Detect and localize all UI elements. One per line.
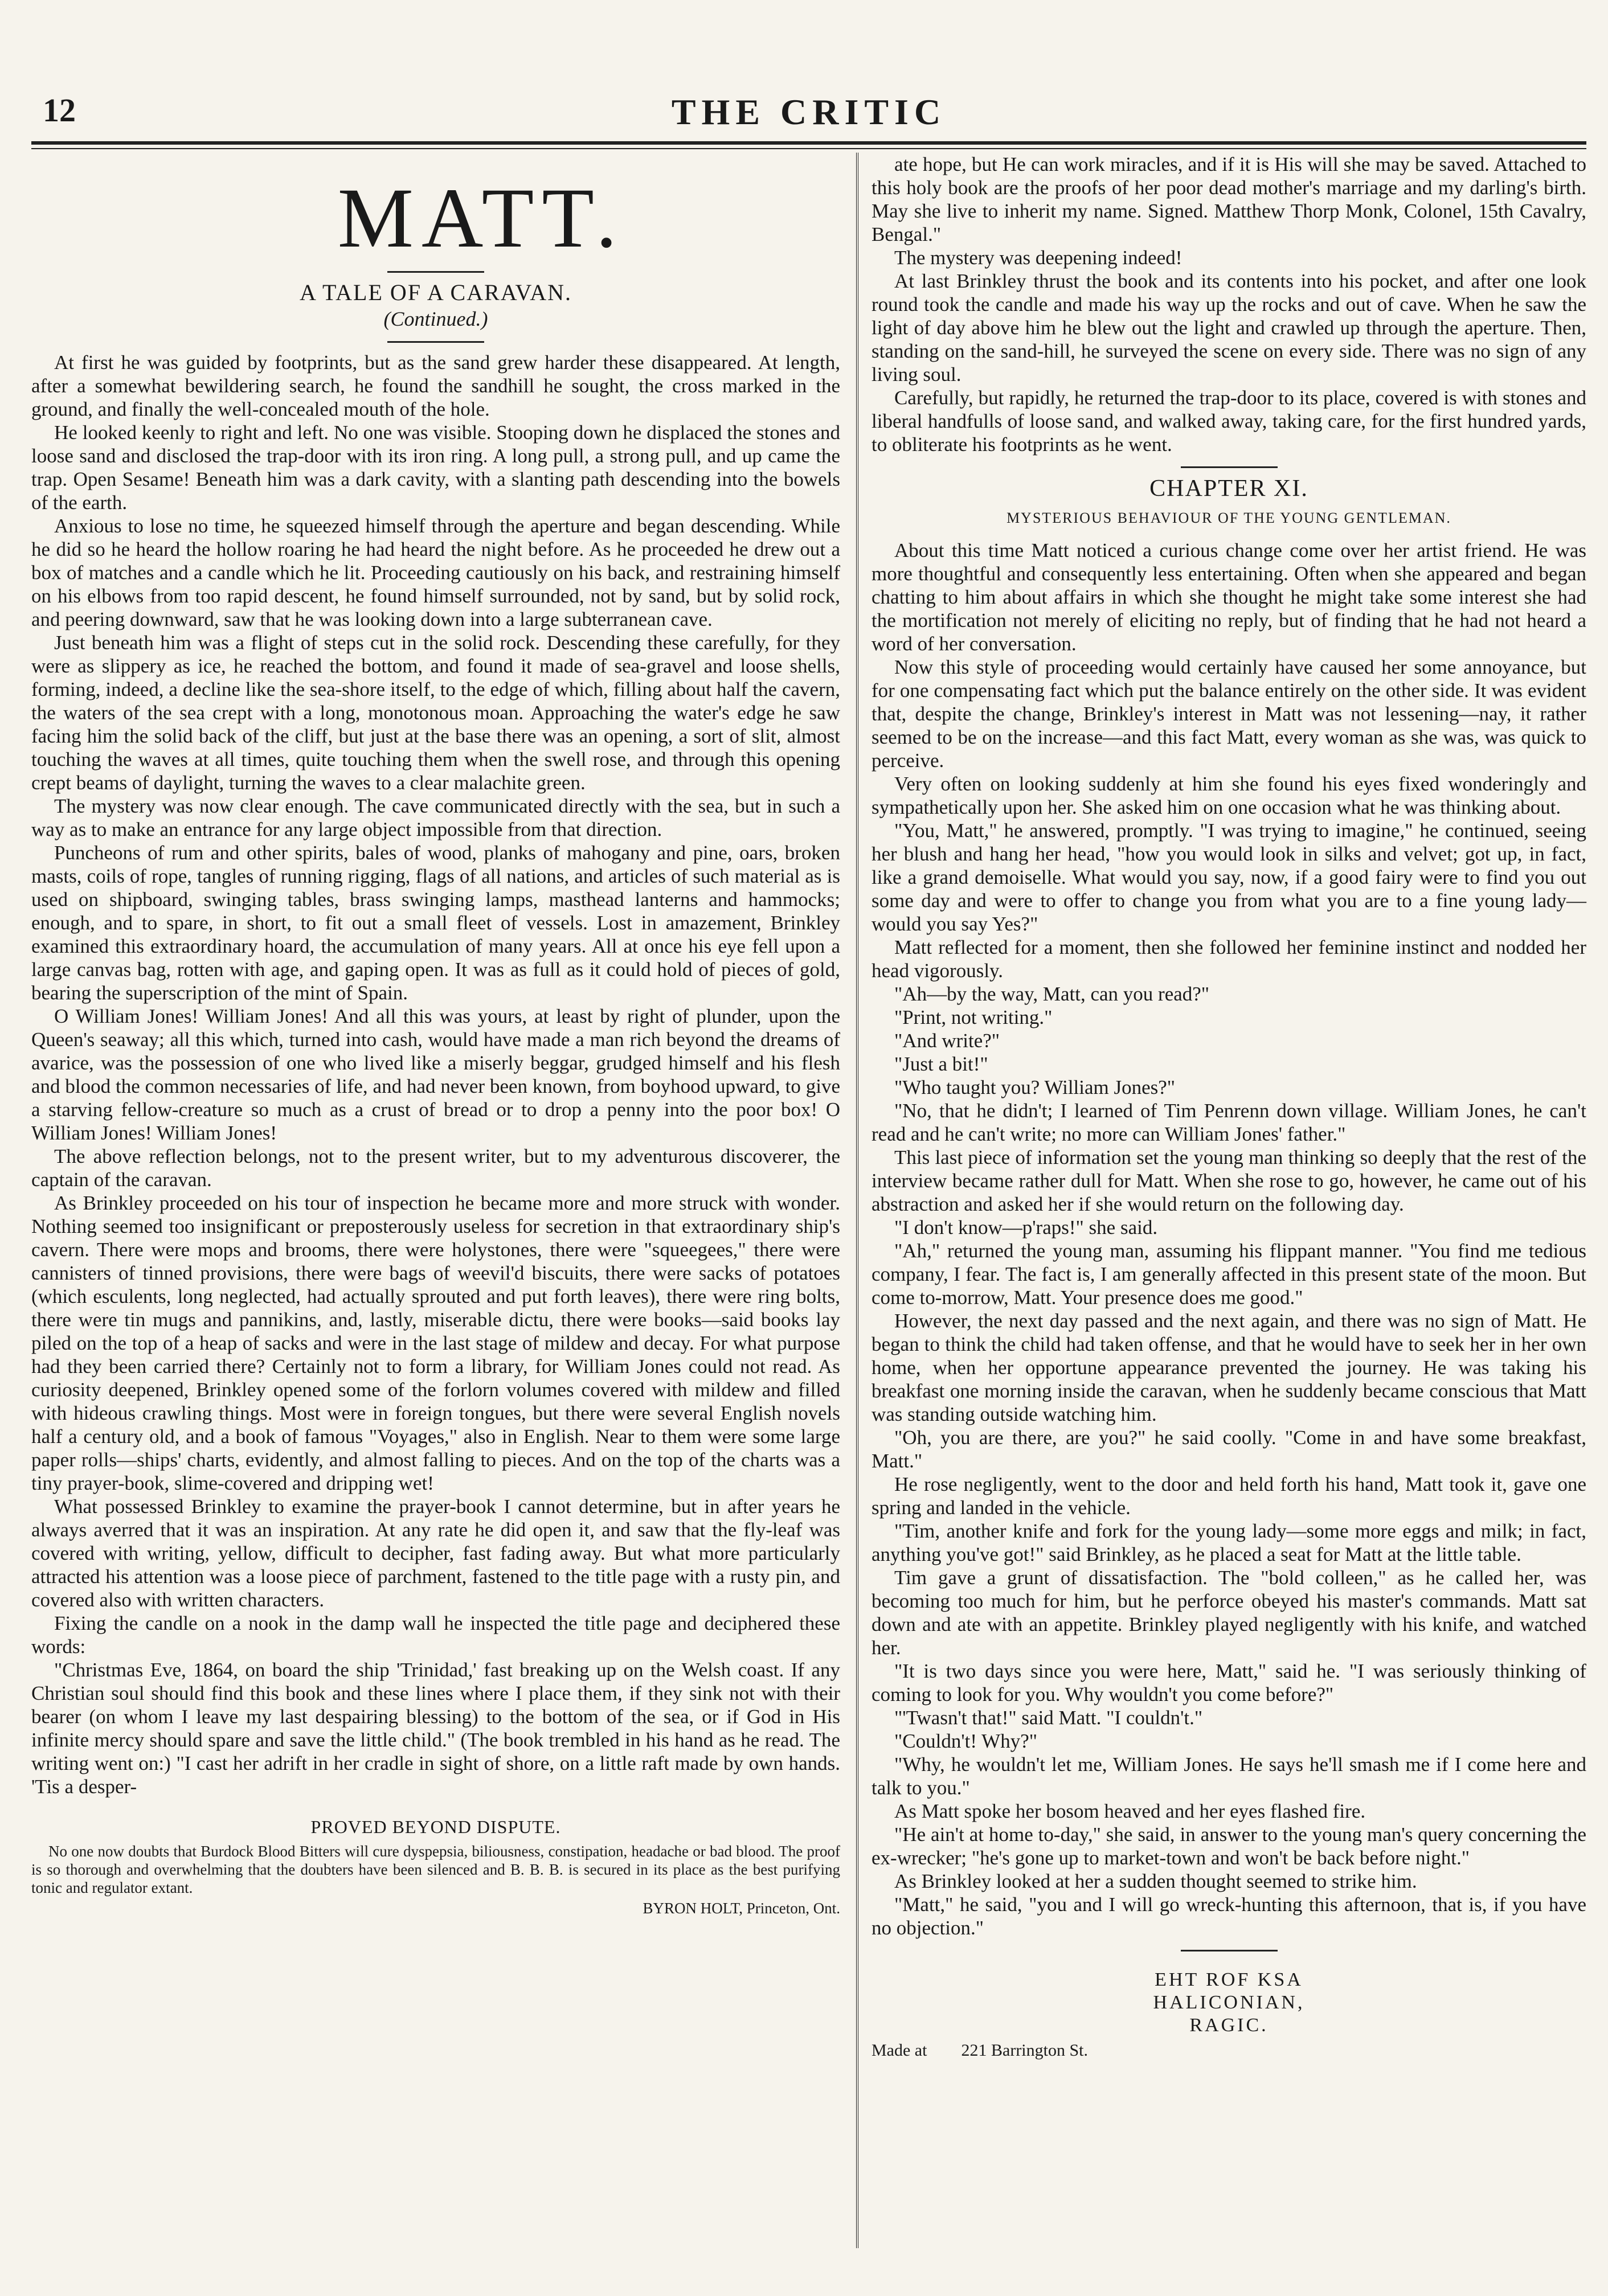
story-paragraph: Just beneath him was a flight of steps cut in the solid rock. Descending these carefully, for they were as slippery as ice, he reached the bottom, and found it made of sea-gravel and loose shells, forming, indeed, a decline like the sea-shore itself, to the edge of which, filling about half the cavern, the waters of the sea crept with a long, monotonous moan. Approaching the water's edge he saw facing him the solid back of the cliff, but just at the base there was an opening, a sort of slit, almost touching the waves at all times, quite touching them when the swell rose, and through this opening crept beams of daylight, turning the waves to a clear malachite green. bbox=[31, 632, 840, 794]
chapter-paragraph: He rose negligently, went to the door and held forth his hand, Matt took it, gave one spring and landed in the vehicle. bbox=[871, 1473, 1586, 1519]
page-header bbox=[31, 91, 1586, 137]
chapter-paragraph: However, the next day passed and the next again, and there was no sign of Matt. He began to think the child had taken offense, and that he would have to seek her in her own home, when her opportune appearance prevented the journey. He was taking his breakfast one morning inside the caravan, when he suddenly became conscious that Matt was standing outside watching him. bbox=[871, 1310, 1586, 1425]
chapter-paragraph: "Who taught you? William Jones?" bbox=[894, 1076, 1176, 1098]
chapter-paragraph: "Couldn't! Why?" bbox=[894, 1730, 1038, 1752]
rebus-address: 221 Barrington St. bbox=[961, 2041, 1088, 2060]
chapter-paragraph: Very often on looking suddenly at him she found his eyes fixed wonderingly and sympathetically upon her. She asked him on one occasion what he was thinking about. bbox=[871, 773, 1586, 818]
made-at-label: Made at bbox=[871, 2041, 927, 2060]
chapter-paragraph: "Just a bit!" bbox=[894, 1053, 988, 1075]
masthead: THE CRITIC bbox=[671, 92, 947, 132]
chapter-paragraph: "Print, not writing." bbox=[894, 1006, 1053, 1028]
story-paragraph: The above reflection belongs, not to the present writer, but to my adventurous discoverer, the captain of the caravan. bbox=[31, 1145, 840, 1191]
chapter-paragraph: "Oh, you are there, are you?" he said coolly. "Come in and have some breakfast, Matt." bbox=[871, 1426, 1586, 1472]
story-paragraph: At first he was guided by footprints, but as the sand grew harder these disappeared. At length, after a somewhat bewildering search, he found the sandhill he sought, the cross marked in the ground, and finally the well-concealed mouth of the hole. bbox=[31, 351, 840, 420]
story-paragraph: He looked keenly to right and left. No one was visible. Stooping down he displaced the stones and loose sand and disclosed the trap-door with its iron ring. A long pull, a strong pull, and up came the trap. Open Sesame! Beneath him was a dark cavity, with a slanting path descending into the bowels of the earth. bbox=[31, 421, 840, 514]
page-number: 12 bbox=[43, 92, 76, 129]
chapter-paragraph: "Tim, another knife and fork for the young lady—some more eggs and milk; in fact, anything you've got!" said Brinkley, as he placed a seat for Matt at the little table. bbox=[871, 1520, 1586, 1565]
chapter-paragraph: "You, Matt," he answered, promptly. "I was trying to imagine," he continued, seeing her blush and hang her head, "how you would look in silks and velvet; got up, in fact, like a grand demoiselle. What would you say, now, if a good fairy were to find you out some day and were to offer to change you from what you are to a fine young lady—would you say Yes?" bbox=[871, 819, 1586, 935]
chapter-paragraph: "And write?" bbox=[894, 1030, 1000, 1052]
chapter-paragraph: "Why, he wouldn't let me, William Jones. He says he'll smash me if I come here and talk to you." bbox=[871, 1753, 1586, 1799]
title-rule bbox=[387, 271, 484, 273]
rebus-line-1: EHT ROF KSA bbox=[1155, 1969, 1303, 1990]
chapter-paragraph: Tim gave a grunt of dissatisfaction. The "bold colleen," as he called her, was becoming too much for him, but he perforce obeyed his master's commands. Matt sat down and ate with an appetite. Brinkley played negligently with his knife, and watched her. bbox=[871, 1567, 1586, 1659]
chapter-paragraph: About this time Matt noticed a curious change come over her artist friend. He was more thoughtful and consequently less entertaining. Often when she appeared and began chatting to him about affairs in which she thought he might take some interest she had the mortification not merely of eliciting no reply, but of finding that he had not heard a word of her conversation. bbox=[871, 539, 1586, 655]
chapter-paragraph: Now this style of proceeding would certainly have caused her some annoyance, but for one compensating fact which put the balance entirely on the other side. It was evident that, despite the change, Brinkley's interest in Matt was not lessening—nay, it rather seemed to be on the increase—and this fact Matt, every woman as she was, was quick to perceive. bbox=[871, 656, 1586, 772]
chapter-paragraph: As Matt spoke her bosom heaved and her eyes flashed fire. bbox=[894, 1800, 1366, 1822]
left-story-text bbox=[31, 351, 840, 1798]
chapter-paragraph: "Matt," he said, "you and I will go wreck-hunting this afternoon, that is, if you have no objection." bbox=[871, 1893, 1586, 1939]
column-divider bbox=[856, 153, 858, 2248]
header-rule bbox=[31, 141, 1586, 145]
rebus-footer bbox=[871, 2040, 1586, 2061]
header-rule-thin bbox=[31, 148, 1586, 149]
left-column bbox=[31, 153, 840, 2271]
rebus-advert bbox=[871, 1969, 1586, 2037]
story-paragraph: Carefully, but rapidly, he returned the trap-door to its place, covered is with stones and liberal handfulls of loose sand, and walked away, taking care, for the first hundred yards, to obliterate his footprints as he went. bbox=[871, 387, 1586, 456]
chapter-text bbox=[871, 539, 1586, 1940]
advert-signature: BYRON HOLT, Princeton, Ont. bbox=[643, 1900, 840, 1917]
chapter-paragraph: "It is two days since you were here, Matt," said he. "I was seriously thinking of coming to look for you. Why wouldn't you come before?" bbox=[871, 1660, 1586, 1705]
newspaper-page bbox=[31, 91, 1586, 2271]
story-title: MATT. bbox=[337, 171, 625, 265]
chapter-heading: CHAPTER XI. bbox=[1149, 475, 1308, 502]
story-paragraph: What possessed Brinkley to examine the prayer-book I cannot determine, but in after years he always averred that it was an inspiration. At any rate he did open it, and saw that the fly-leaf was covered with writing, yellow, difficult to decipher, fast fading away. But what more particularly attracted his attention was a loose piece of parchment, fastened to the title page with a rusty pin, and covered also with written characters. bbox=[31, 1495, 840, 1611]
chapter-paragraph: "No, that he didn't; I learned of Tim Penrenn down village. William Jones, he can't read and he can't write; no more can William Jones' father." bbox=[871, 1100, 1586, 1145]
chapter-paragraph: As Brinkley looked at her a sudden thought seemed to strike him. bbox=[894, 1870, 1417, 1892]
story-paragraph: At last Brinkley thrust the book and its contents into his pocket, and after one look round took the candle and made his way up the rocks and out of cave. When he saw the light of day above him he blew out the light and crawled up through the aperture. Then, standing on the sand-hill, he surveyed the scene on every side. There was no sign of any living soul. bbox=[871, 270, 1586, 386]
chapter-paragraph: "I don't know—p'raps!" she said. bbox=[894, 1216, 1158, 1239]
chapter-paragraph: "'Twasn't that!" said Matt. "I couldn't." bbox=[894, 1707, 1203, 1729]
story-paragraph: As Brinkley proceeded on his tour of inspection he became more and more struck with wonder. Nothing seemed too insignificant or preposterously useless for secretion in that extraordinary ship's cavern. There were mops and brooms, there were holystones, there were "squeegees," there were cannisters of tinned provisions, there were bags of weevil'd biscuits, there were sacks of potatoes (which esculents, long neglected, had actually sprouted and put forth leaves), there were ring bolts, there were tin mugs and pannikins, and, lastly, miserable dictu, there were books—said books lay piled on the top of a heap of sacks and were in the last stage of mildew and decay. For what purpose had they been carried there? Certainly not to form a library, for William Jones could not read. As curiosity deepened, Brinkley opened some of the forlorn volumes covered with mildew and filled with hideous crawling things. Most were in foreign tongues, but there were several English novels half a century old, and a book of famous "Voyages," also in English. Near to them were some large paper rolls—ships' charts, evidently, and almost falling to pieces. And on the top of the charts was a tiny prayer-book, slime-covered and dripping wet! bbox=[31, 1192, 840, 1494]
story-paragraph: Anxious to lose no time, he squeezed himself through the aperture and began descending. While he did so he heard the hollow roaring he had heard the night before. As he proceeded he drew out a box of matches and a candle which he lit. Proceeding cautiously on his back, and restraining himself on his elbows from too rapid descent, he found himself surrounded, not by sand, but by solid rock, and peering downward, saw that he was looking down into a large subterranean cave. bbox=[31, 515, 840, 630]
story-paragraph: The mystery was deepening indeed! bbox=[894, 247, 1183, 269]
continued-note: (Continued.) bbox=[383, 308, 488, 330]
right-column bbox=[871, 153, 1586, 2271]
story-paragraph: The mystery was now clear enough. The cave communicated directly with the sea, but in such a way as to make an entrance for any large object impossible from that direction. bbox=[31, 795, 840, 840]
advert-heading: PROVED BEYOND DISPUTE. bbox=[310, 1817, 561, 1837]
story-paragraph: Fixing the candle on a nook in the damp wall he inspected the title page and deciphered these words: bbox=[31, 1612, 840, 1658]
chapter-paragraph: Matt reflected for a moment, then she followed her feminine instinct and nodded her head vigorously. bbox=[871, 936, 1586, 982]
chapter-paragraph: "He ain't at home to-day," she said, in answer to the young man's query concerning the ex-wrecker; "he's gone up to market-town and won't be back before night." bbox=[871, 1823, 1586, 1869]
chapter-rule bbox=[1181, 466, 1278, 468]
rebus-rule bbox=[1181, 1950, 1278, 1951]
story-paragraph: "Christmas Eve, 1864, on board the ship 'Trinidad,' fast breaking up on the Welsh coast. If any Christian soul should find this book and these lines where I place them, if they sink not with their bearer (on whom I leave my last despairing blessing) to the bottom of the sea, or if God in His infinite mercy should spare and save the little child." (The book trembled in his hand as he read. The writing went on:) "I cast her adrift in her cradle in sight of shore, on a little raft made by own hands. 'Tis a desper- bbox=[31, 1659, 840, 1798]
chapter-paragraph: "Ah," returned the young man, assuming his flippant manner. "You find me tedious company, I fear. The fact is, I am generally affected in this present state of the moon. But come to-morrow, Matt. Your presence does me good." bbox=[871, 1240, 1586, 1309]
rebus-line-3: RAGIC. bbox=[1189, 2015, 1269, 2036]
right-story-text bbox=[871, 153, 1586, 456]
story-paragraph: Puncheons of rum and other spirits, bales of wood, planks of mahogany and pine, oars, broken masts, coils of rope, tangles of running rigging, flags of all nations, and articles of such material as is used on shipboard, swinging tables, brass swinging lamps, masthead lanterns and hammocks; enough, and to spare, in short, to fit out a small fleet of vessels. Lost in amazement, Brinkley examined this extraordinary hoard, the accumulation of many years. All at once his eye fell upon a large canvas bag, rotten with age, and gaping open. It was as full as it could hold of pieces of gold, bearing the superscription of the mint of Spain. bbox=[31, 842, 840, 1004]
advert-signature-row bbox=[31, 1897, 840, 1920]
chapter-paragraph: "Ah—by the way, Matt, can you read?" bbox=[894, 983, 1210, 1005]
story-paragraph: O William Jones! William Jones! And all this was yours, at least by right of plunder, upon the Queen's seaway; all this which, turned into cash, would have made a man rich beyond the dreams of avarice, was the possession of one who lived like a miserly beggar, grudged himself and his flesh and blood the common necessaries of life, and had never been known, from boyhood upward, to give a starving fellow-creature so much as a crust of bread or to drop a penny into the poor box! O William Jones! William Jones! bbox=[31, 1005, 840, 1144]
columns bbox=[31, 153, 1586, 2271]
section-rule bbox=[387, 341, 484, 343]
rebus-line-2: HALICONIAN, bbox=[1153, 1992, 1305, 2013]
story-paragraph: ate hope, but He can work miracles, and if it is His will she may be saved. Attached to this holy book are the proofs of her poor dead mother's marriage and my darling's birth. May she live to inherit my name. Signed. Matthew Thorp Monk, Colonel, 15th Cavalry, Bengal." bbox=[871, 153, 1586, 245]
story-subtitle: A TALE OF A CARAVAN. bbox=[299, 280, 572, 305]
chapter-subheading: MYSTERIOUS BEHAVIOUR OF THE YOUNG GENTLEMAN. bbox=[1006, 510, 1451, 526]
chapter-paragraph: This last piece of information set the young man thinking so deeply that the rest of the interview became rather dull for Matt. When she rose to go, however, he came out of his abstraction and asked her if she would return on the following day. bbox=[871, 1146, 1586, 1215]
advert-text: No one now doubts that Burdock Blood Bitters will cure dyspepsia, biliousness, constipation, headache or bad blood. The proof is so thorough and overwhelming that the doubters have been silenced and B. B. B. is secured in its place as the best purifying tonic and regulator extant. bbox=[31, 1843, 840, 1896]
